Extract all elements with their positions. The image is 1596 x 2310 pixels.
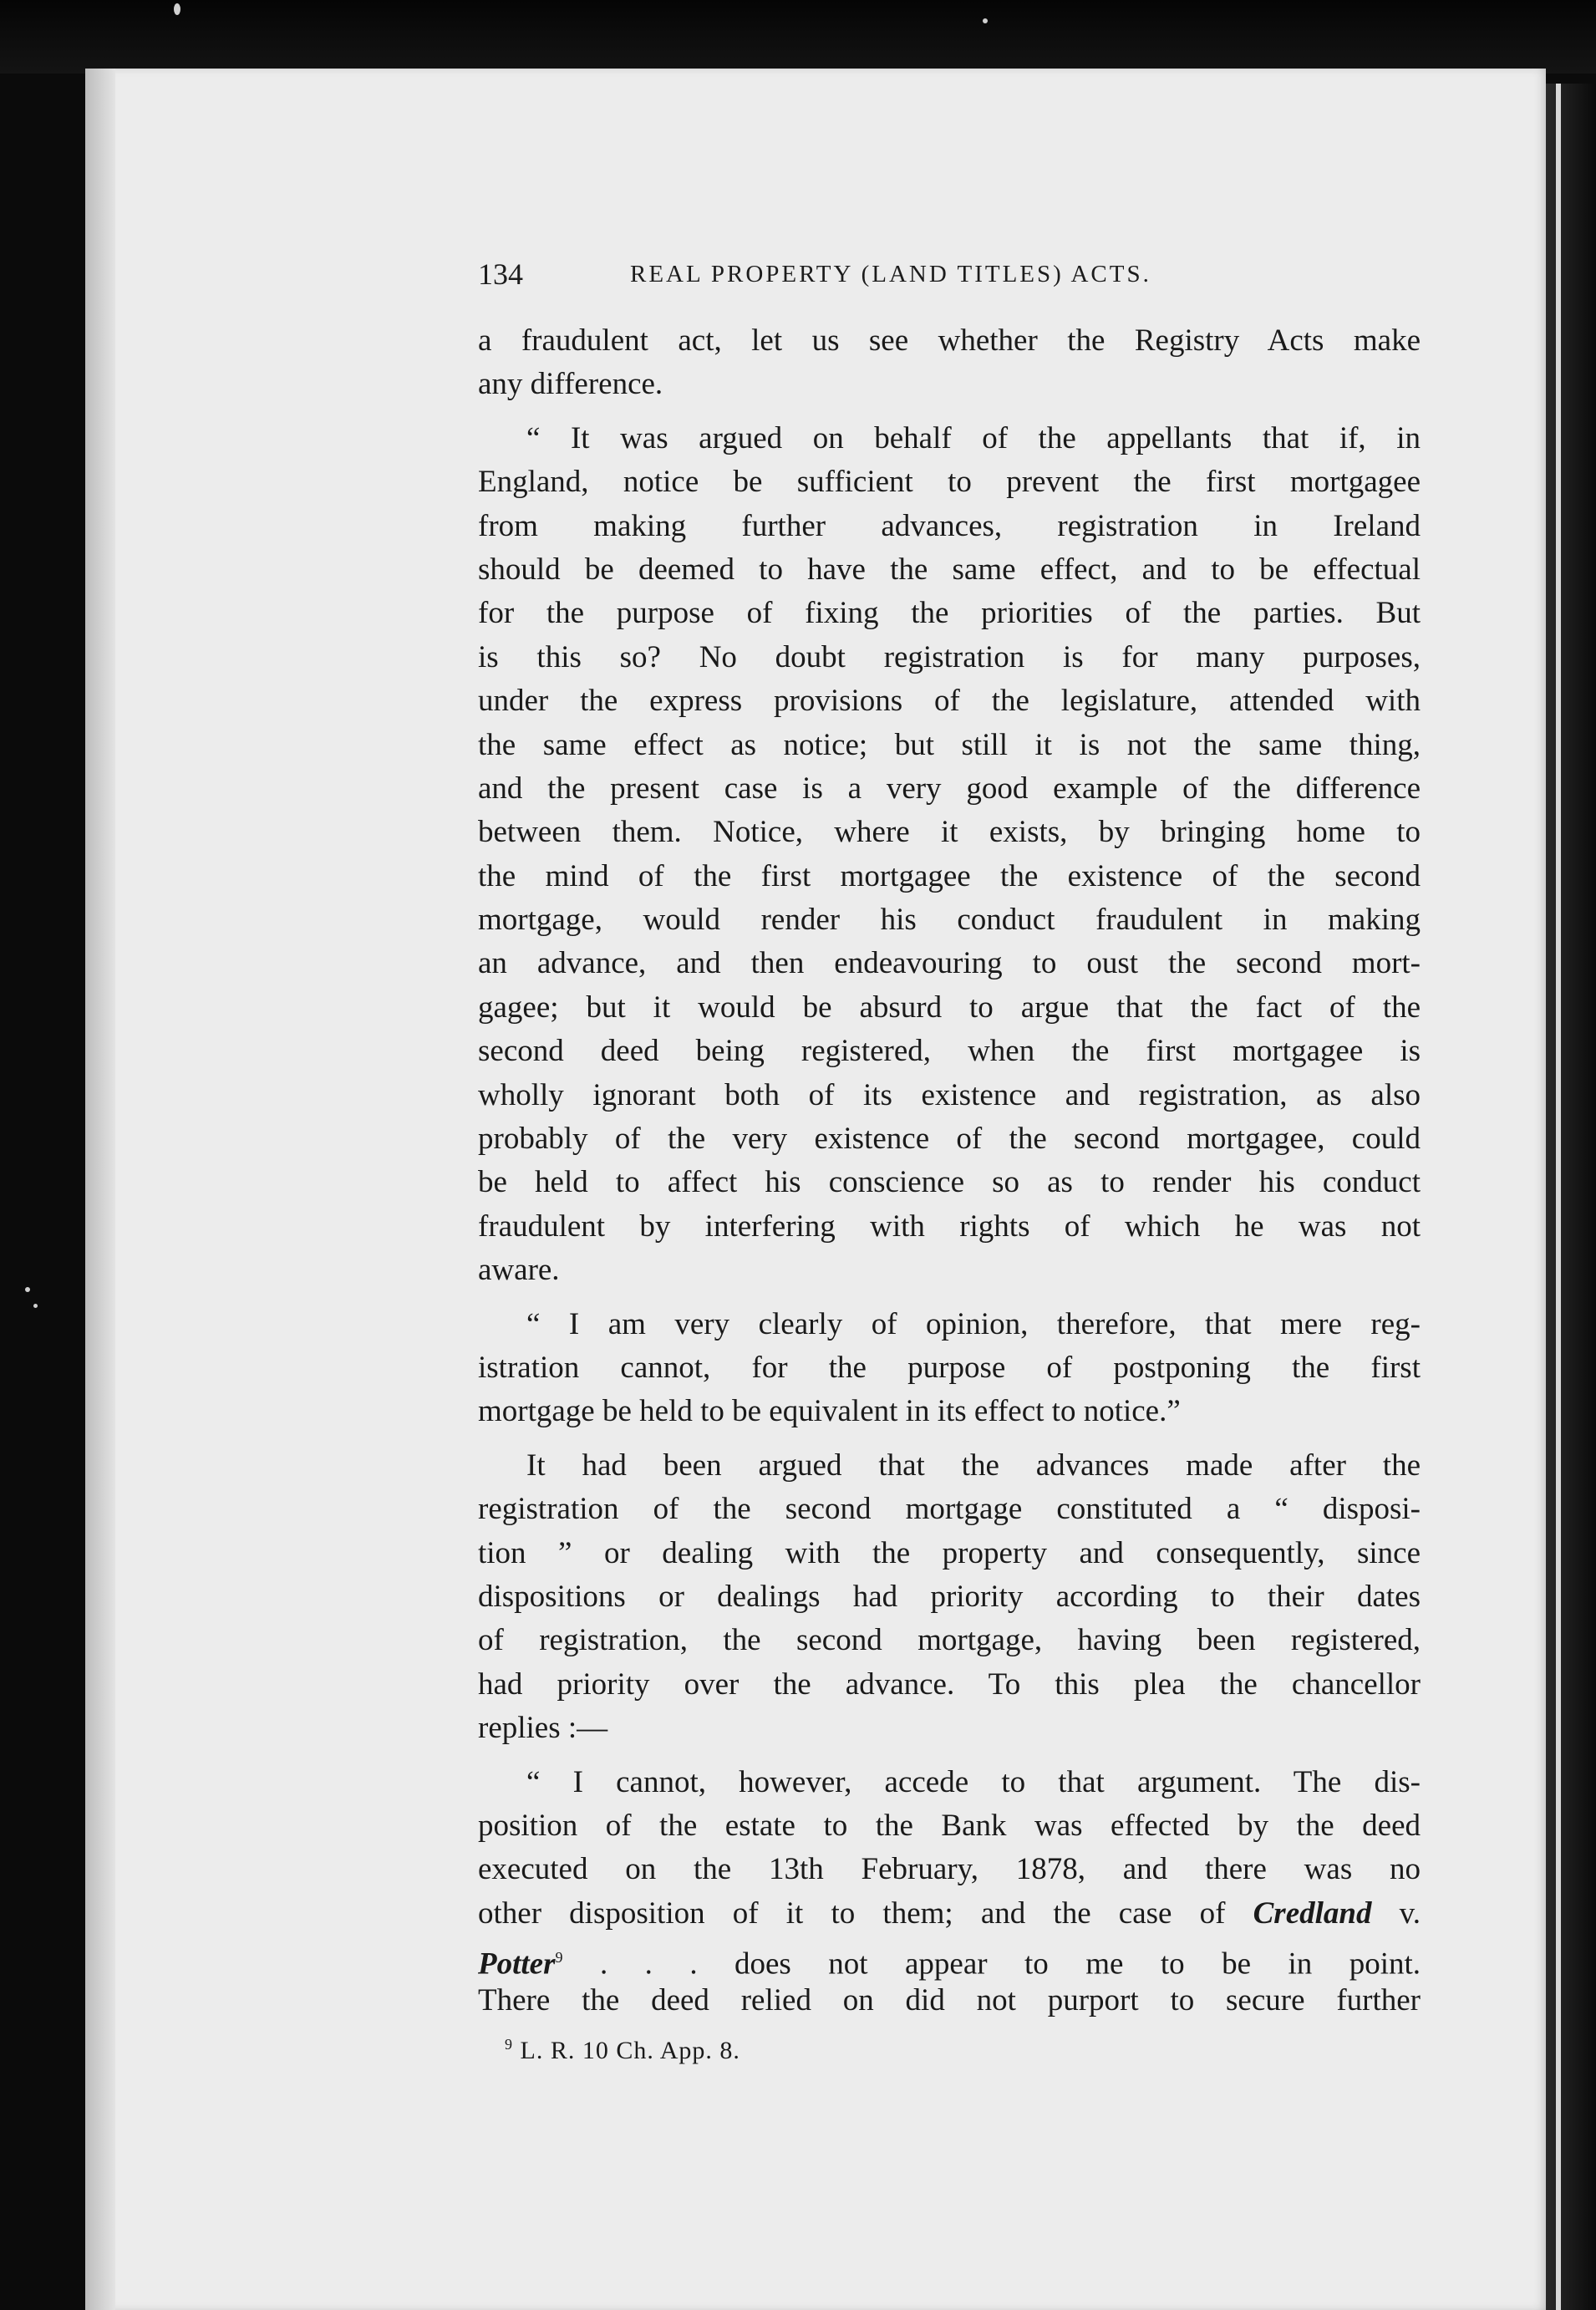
text-line: be held to affect his conscience so as to render his conduct	[478, 1165, 1421, 1200]
body-text	[478, 319, 1421, 2023]
text-line: England, notice be sufficient to prevent the first mortgagee	[478, 465, 1421, 500]
running-header	[478, 249, 1422, 299]
text-line: gagee; but it would be absurd to argue that the fact of the	[478, 990, 1421, 1025]
text-line: istration cannot, for the purpose of postponing the first	[478, 1350, 1421, 1385]
text-line	[478, 1892, 1421, 1936]
footnote-reference: 9	[555, 1949, 563, 1967]
text-line: “ I am very clearly of opinion, therefore, that mere reg-	[526, 1306, 1421, 1341]
text-line: second deed being registered, when the first mortgagee is	[478, 1034, 1421, 1069]
text-line: the mind of the first mortgagee the existence of the second	[478, 858, 1421, 893]
scan-right-edge	[1546, 84, 1596, 2310]
text-line: wholly ignorant both of its existence and registration, as also	[478, 1077, 1421, 1112]
scan-speck	[983, 18, 988, 23]
footnote	[505, 2024, 740, 2071]
text-segment: . . . does not appear to me to be in point.	[599, 1946, 1421, 1982]
page-number: 134	[478, 257, 523, 291]
text-line: an advance, and then endeavouring to oust the second mort-	[478, 946, 1421, 981]
footnote-mark: 9	[505, 2036, 513, 2053]
text-line: a fraudulent act, let us see whether the Registry Acts make	[478, 323, 1421, 358]
text-line: had priority over the advance. To this plea the chancellor	[478, 1666, 1421, 1702]
text-line: between them. Notice, where it exists, by bringing home to	[478, 815, 1421, 850]
scan-top-band	[0, 0, 1596, 74]
text-segment: other disposition of it to them; and the case of	[478, 1895, 1226, 1931]
text-line: It had been argued that the advances made after the	[526, 1448, 1421, 1483]
text-line: There the deed relied on did not purport to secure further	[478, 1983, 1421, 2018]
text-line: any difference.	[478, 367, 663, 402]
paragraph-gap	[478, 407, 1421, 417]
text-line: under the express provisions of the legislature, attended with	[478, 684, 1421, 719]
text-line: “ I cannot, however, accede to that argument. The dis-	[526, 1764, 1421, 1799]
page-binding-shadow	[85, 69, 115, 2310]
scan-speck	[174, 3, 180, 15]
paragraph-gap	[478, 1434, 1421, 1444]
footnote-text: L. R. 10 Ch. App. 8.	[520, 2037, 740, 2064]
text-line: executed on the 13th February, 1878, and there was no	[478, 1852, 1421, 1887]
paragraph-gap	[478, 1293, 1421, 1303]
text-line: dispositions or dealings had priority according to their dates	[478, 1579, 1421, 1614]
scan-speck	[25, 1287, 30, 1292]
text-line: of registration, the second mortgage, having been registered,	[478, 1623, 1421, 1658]
text-line: position of the estate to the Bank was effected by the deed	[478, 1808, 1421, 1843]
text-line: replies :—	[478, 1711, 608, 1746]
text-line: “ It was argued on behalf of the appellants that if, in	[526, 420, 1421, 455]
text-line: and the present case is a very good example of the difference	[478, 771, 1421, 806]
text-line: for the purpose of fixing the priorities of the parties. But	[478, 596, 1421, 631]
case-name-italic: Potter	[478, 1946, 556, 1982]
text-line: tion ” or dealing with the property and consequently, since	[478, 1535, 1421, 1570]
text-line: mortgage, would render his conduct fraudulent in making	[478, 903, 1421, 938]
case-name-italic: Credland	[1253, 1895, 1372, 1931]
text-line: fraudulent by interfering with rights of which he was not	[478, 1208, 1421, 1244]
text-line: aware.	[478, 1253, 560, 1288]
text-line: probably of the very existence of the second mortgagee, could	[478, 1122, 1421, 1157]
text-segment: v.	[1399, 1895, 1421, 1931]
text-line	[478, 1936, 1421, 1982]
text-line: the same effect as notice; but still it is not the same thing,	[478, 727, 1421, 762]
text-line: should be deemed to have the same effect, and to be effectual	[478, 552, 1421, 587]
running-head-title: REAL PROPERTY (LAND TITLES) ACTS.	[630, 261, 1151, 287]
paragraph-gap	[478, 1751, 1421, 1761]
text-line: is this so? No doubt registration is for many purposes,	[478, 639, 1421, 674]
page-edge-line	[1556, 84, 1561, 2310]
text-line: from making further advances, registration in Ireland	[478, 508, 1421, 543]
text-line: mortgage be held to be equivalent in its effect to notice.”	[478, 1394, 1181, 1429]
scan-speck	[33, 1304, 38, 1308]
text-line: registration of the second mortgage constituted a “ disposi-	[478, 1492, 1421, 1527]
